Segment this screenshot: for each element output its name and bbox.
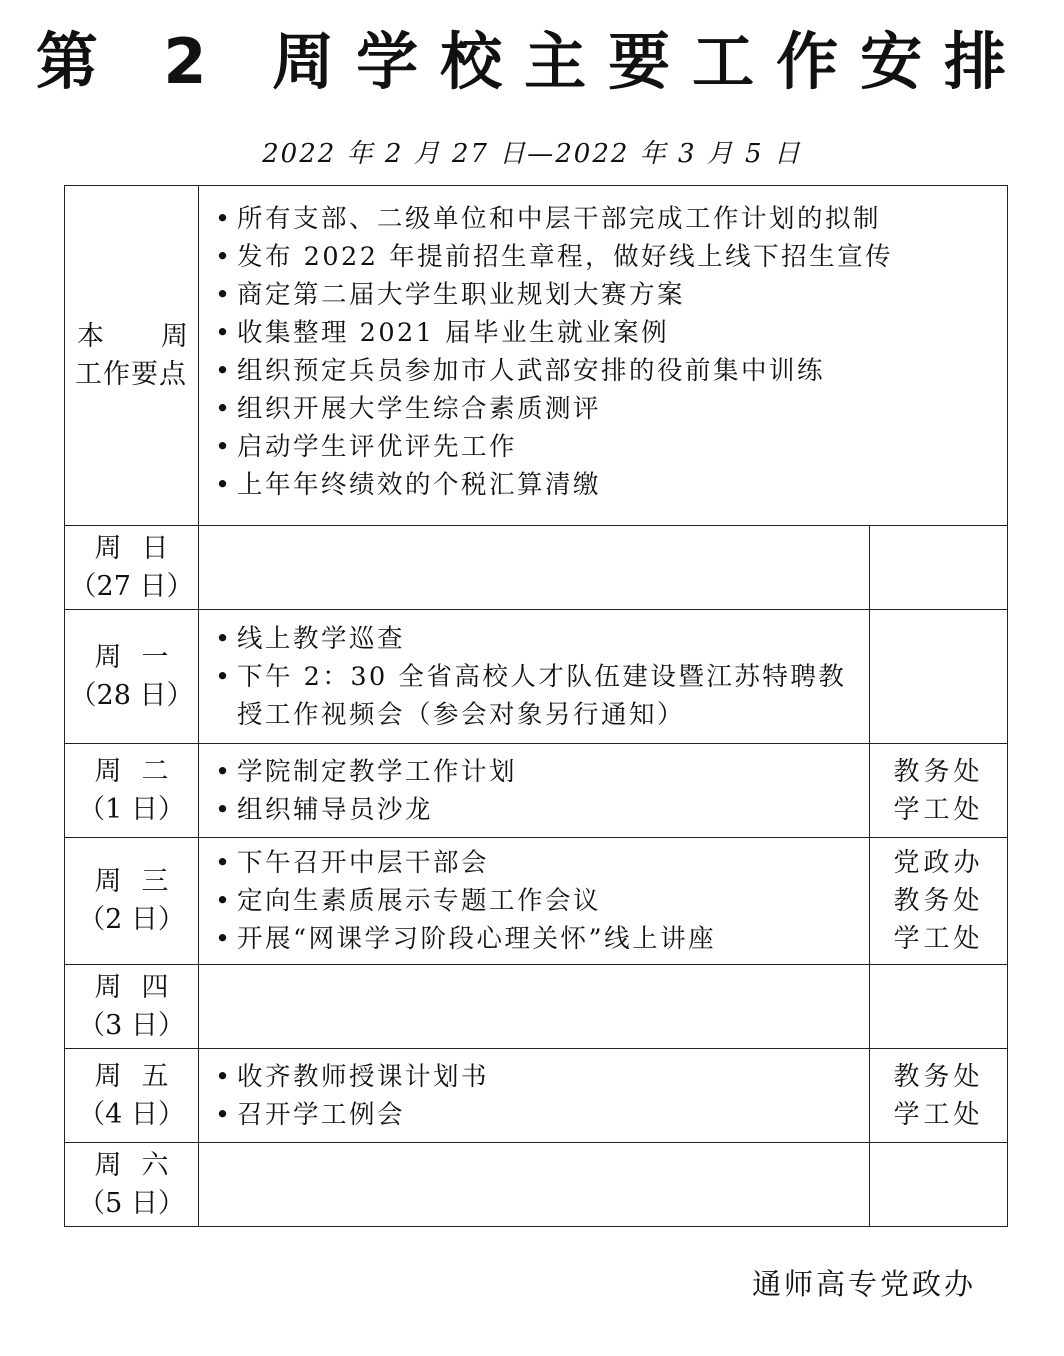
day-item: • 组织辅导员沙龙 [213,791,869,829]
key-point-item: • 所有支部、二级单位和中层干部完成工作计划的拟制 [213,200,1007,238]
key-points-row [65,186,1008,526]
day-depts [870,526,1008,610]
dept-label: 教务处 [893,756,984,787]
day-item: • 召开学工例会 [213,1096,869,1134]
key-points-items [199,186,1008,526]
day-items [199,526,870,610]
day-date: （4 日） [78,1098,185,1130]
dept-label: 党政办 [893,848,984,878]
key-point-item: • 商定第二届大学生职业规划大赛方案 [213,276,1007,314]
day-name: 周五 [94,1060,189,1092]
day-label [65,1143,199,1227]
day-depts [870,1143,1008,1227]
day-items [199,610,870,744]
day-date: （28 日） [69,679,194,711]
dept-label: 教务处 [893,886,984,916]
day-row-thursday [65,965,1008,1049]
key-label-zhou: 周 [161,320,188,352]
day-name: 周四 [94,971,189,1003]
day-row-sunday [65,526,1008,610]
day-label [65,526,199,610]
day-item: • 收齐教师授课计划书 [213,1058,869,1096]
day-date: （5 日） [78,1187,185,1219]
day-name: 周六 [94,1149,189,1181]
day-row-monday [65,610,1008,744]
schedule-table [64,185,1008,1227]
day-date: （27 日） [69,570,194,602]
key-label-line2: 工作要点 [75,358,187,390]
key-point-item: • 组织开展大学生综合素质测评 [213,390,1007,428]
day-row-wednesday [65,838,1008,965]
key-point-item: • 发布 2022 年提前招生章程，做好线上线下招生宣传 [213,238,1007,276]
day-items [199,838,870,965]
day-item: • 定向生素质展示专题工作会议 [213,882,869,920]
dept-label: 学工处 [893,924,984,954]
day-item: • 开展“网课学习阶段心理关怀”线上讲座 [213,920,869,958]
day-row-tuesday [65,744,1008,838]
day-row-friday [65,1049,1008,1143]
issuer-signature: 通师高专党政办 [751,1267,976,1301]
day-label [65,744,199,838]
day-date: （2 日） [78,904,185,935]
day-date: （3 日） [78,1009,185,1041]
day-depts [870,610,1008,744]
day-item: • 学院制定教学工作计划 [213,753,869,791]
key-point-item: • 启动学生评优评先工作 [213,428,1007,466]
day-depts [870,838,1008,965]
day-items [199,1049,870,1143]
day-depts [870,1049,1008,1143]
day-items [199,1143,870,1227]
day-date: （1 日） [78,793,185,825]
dept-label: 教务处 [893,1061,984,1092]
day-row-saturday [65,1143,1008,1227]
day-name: 周三 [94,866,189,897]
day-label [65,610,199,744]
date-range: 2022 年 2 月 27 日—2022 年 3 月 5 日 [262,139,802,169]
dept-label: 学工处 [893,1099,984,1130]
day-depts [870,965,1008,1049]
day-depts [870,744,1008,838]
dept-label: 学工处 [893,794,984,825]
key-label-ben: 本 [77,320,104,352]
key-point-item: • 组织预定兵员参加市人武部安排的役前集中训练 [213,352,1007,390]
day-items [199,965,870,1049]
day-item: • 线上教学巡查 [213,620,869,658]
day-item: • 下午 2：30 全省高校人才队伍建设暨江苏特聘教授工作视频会（参会对象另行通知） [213,658,869,734]
day-label [65,838,199,965]
day-label [65,1049,199,1143]
day-item: • 下午召开中层干部会 [213,844,869,882]
key-point-item: • 上年年终绩效的个税汇算清缴 [213,466,1007,504]
day-label [65,965,199,1049]
day-name: 周一 [94,641,189,673]
key-points-label [65,186,199,526]
day-name: 周二 [94,755,189,787]
page-title: 第 2 周学校主要工作安排 [35,25,1029,98]
key-point-item: • 收集整理 2021 届毕业生就业案例 [213,314,1007,352]
day-name: 周日 [94,532,189,564]
day-items [199,744,870,838]
